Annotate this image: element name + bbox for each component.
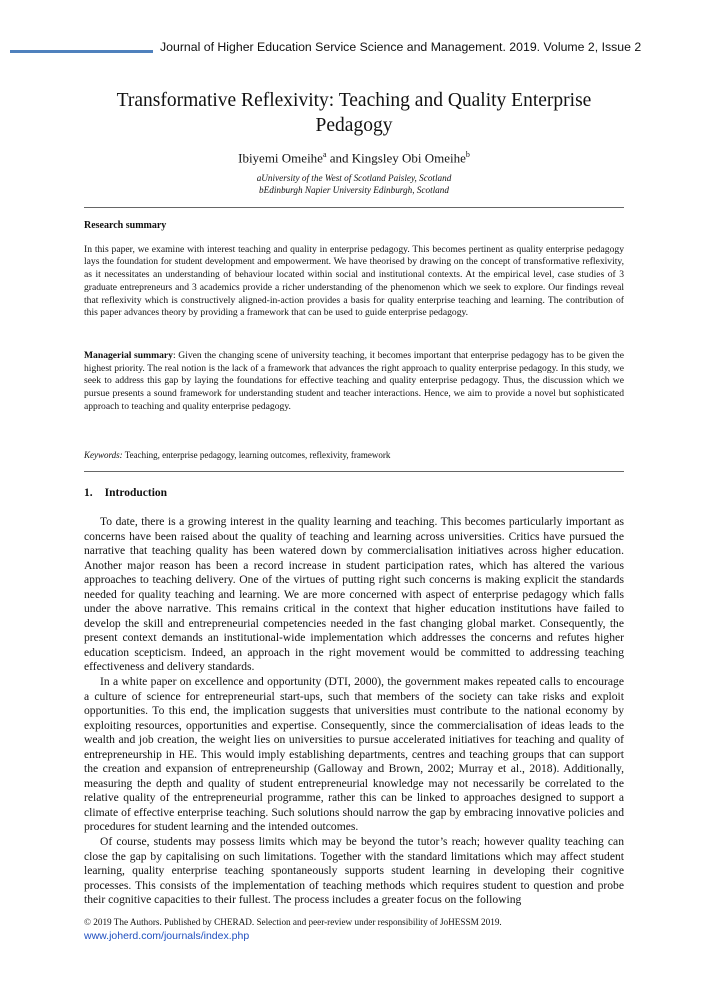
keywords xyxy=(84,450,624,460)
header-accent-rule xyxy=(10,50,153,53)
author-conjunction: and xyxy=(326,150,352,166)
section-heading-introduction xyxy=(84,487,179,499)
author-2: Kingsley Obi Omeihe xyxy=(351,150,466,166)
managerial-summary-label: Managerial summary xyxy=(84,350,173,361)
divider-top xyxy=(84,207,624,208)
author-1: Ibiyemi Omeihe xyxy=(238,150,323,166)
research-summary-heading: Research summary xyxy=(84,220,167,231)
affiliation-a: aUniversity of the West of Scotland Paisley, Scotland xyxy=(256,173,452,183)
divider-keywords xyxy=(84,471,624,472)
keywords-label: Keywords: xyxy=(84,450,123,460)
managerial-summary-text: : Given the changing scene of university teaching, it becomes important that enterprise pedagogy has to be given the highest priority. The real notion is the lack of a framework that advances the right approach to quality enterprise pedagogy. In this study, we seek to address this gap by laying the foundations for effective teaching and quality enterprise pedagogy. Thus, the discussion which we pursue presents a sound framework for understanding student and teacher interactions. Hence, we aim to provide a novel but sophisticated approach to teaching and quality enterprise pedagogy. xyxy=(84,350,624,412)
paragraph: Of course, students may possess limits which may be beyond the tutor’s reach; however quality teaching can close the gap by capitalising on such limitations. Together with the standard limitations which may affect student learning, quality enterprise teaching spontaneously supports student learning in developing their cognitive processes. This consists of the implementation of teaching methods which requires student to question and probe their cognitive capacities to their fullest. The process includes a greater focus on the following xyxy=(84,835,624,907)
authors xyxy=(80,150,628,166)
paragraph: In a white paper on excellence and opportunity (DTI, 2000), the government makes repeated calls to encourage a culture of science for entrepreneurial start-ups, such that members of the society can take risks and exploit opportunities. To this end, the implication suggests that universities must contribute to the national economy by exploiting resources, opportunities and expertise. Consequently, since the commercialisation of ideas leads to the wealth and job creation, the weight lies on universities to pursue accelerated initiatives for teaching and quality of entrepreneurship in HE. This would imply establishing departments, centres and teaching groups that can support the creation and expansion of entrepreneurship (Galloway and Brown, 2002; Murray et al., 2018). Additionally, measuring the depth and quality of student entrepreneurial knowledge may not necessarily be correlated to the relative quality of the entrepreneurial programme, rather this can be linked to approaches designed to support a climate of effective enterprise teaching. Such solutions should narrow the gap by embracing innovative policies and procedures for student learning and the intended outcomes. xyxy=(84,675,624,834)
keywords-text: Teaching, enterprise pedagogy, learning outcomes, reflexivity, framework xyxy=(122,450,391,460)
paragraph: To date, there is a growing interest in the quality learning and teaching. This becomes particularly important as concerns have been raised about the quality of teaching and learning across universities. Critics have pursued the narrative that teaching quality has been watered down by commercialisation initiatives across higher education. Another major reason has been a record increase in student participation rates, which has altered the various approaches to teaching delivery. One of the virtues of putting right such concerns is making explicit the standards needed for quality teaching and learning. We are more concerned with aspect of enterprise pedagogy which falls under the above narrative. This remains critical in the context that higher education institutions have failed to develop the skill and entrepreneurial competencies needed in the fast changing global market. Consequently, the present context demands an institutional-wide implementation which addresses the concerns and refutes higher education scepticism. Indeed, an approach in the right movement would be committed to addressing teaching effectiveness and delivery standards. xyxy=(84,515,624,674)
author-2-affil-mark: b xyxy=(465,150,470,159)
affiliations xyxy=(80,172,628,196)
section-number: 1. xyxy=(84,487,93,499)
research-summary-text: In this paper, we examine with interest teaching and quality in enterprise pedagogy. This becomes pertinent as quality enterprise pedagogy lays the foundation for student development and empowerment. We have theorised by drawing on the concept of transformative reflexivity, as it necessitates an understanding of behaviour located within social and institutional contexts. At the empirical level, case studies of 3 graduate entrepreneurs and 3 academics provide a richer understanding of the phenomenon which we seek to explore. Our findings reveal that reflexivity which is constructively aligned-in-action provides a basis for quality enterprise teaching and learning. The contribution of this paper advances theory by providing a framework that can be used to guide enterprise pedagogy. xyxy=(84,243,624,319)
research-summary xyxy=(84,220,624,320)
section-title: Introduction xyxy=(104,487,168,499)
journal-header: Journal of Higher Education Service Science and Management. 2019. Volume 2, Issue 2 xyxy=(160,40,642,54)
paper-title: Transformative Reflexivity: Teaching and Quality Enterprise Pedagogy xyxy=(116,90,592,136)
footer-url-link[interactable]: www.joherd.com/journals/index.php xyxy=(84,930,250,942)
affiliation-b: bEdinburgh Napier University Edinburgh, Scotland xyxy=(259,185,449,195)
author-1-affil-mark: a xyxy=(322,150,327,159)
footer-copyright: © 2019 The Authors. Published by CHERAD. Selection and peer-review under responsibility of JoHESSM 2019. xyxy=(84,917,502,927)
managerial-summary xyxy=(84,350,624,414)
introduction-body xyxy=(84,515,624,908)
